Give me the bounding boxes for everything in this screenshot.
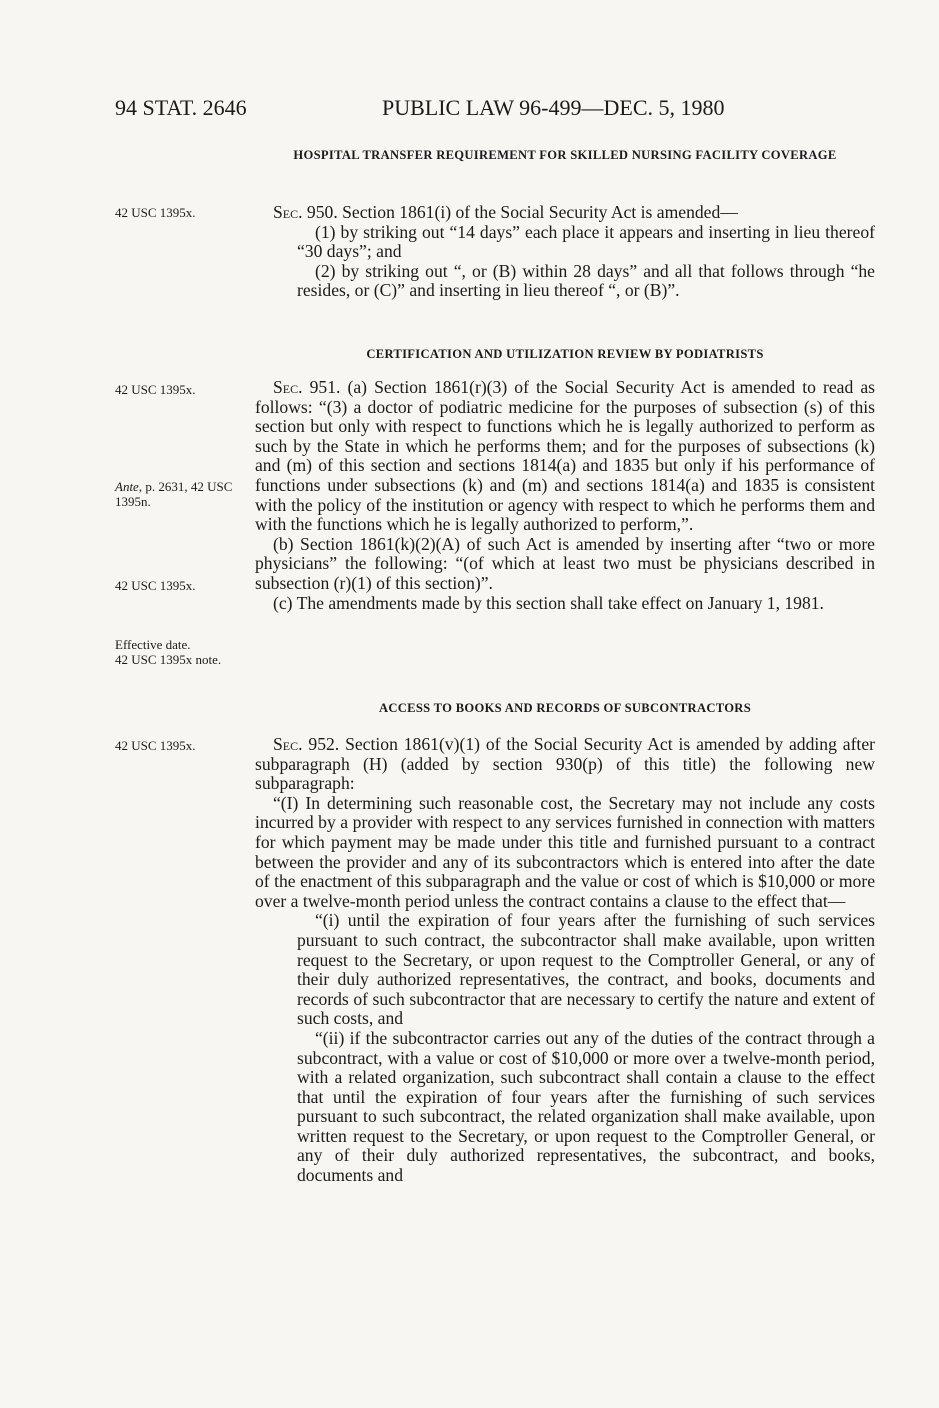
section-951-para-b: (b) Section 1861(k)(2)(A) of such Act is amended by inserting after “two or more physicians” the following: “(of which at least two must be physicians described in subsection (r)(1) of this section)”. <box>255 533 875 593</box>
clause-i: “(i) until the expiration of four years after the furnishing of such services pursuant to such contract, the subcontractor shall make available, upon written request to the Secretary, or upon request to the Comptroller General, or any of their duly authorized representatives, the contract, and books, documents and records of such subcontractor that are necessary to certify the nature and extent of such costs, and <box>297 910 875 1029</box>
margin-note-951-a: 42 USC 1395x. <box>115 382 196 397</box>
subparagraph-I: “(I) In determining such reasonable cost, the Secretary may not include any costs incurred by a provider with respect to any services furnished in connection with matters for which payment may be made under this title and furnished pursuant to a contract between the provider and any of its subcontractors which is entered into after the date of the enactment of this subparagraph and the value or cost of which is $10,000 or more over a twelve-month period unless the contract contains a clause to the effect that— <box>255 792 875 911</box>
running-header <box>115 95 875 125</box>
section-950-item-2: (2) by striking out “, or (B) within 28 days” and all that follows through “he resides, or (C)” and inserting in lieu thereof “, or (B)”. <box>297 260 875 301</box>
public-law-title: PUBLIC LAW 96-499—DEC. 5, 1980 <box>382 95 725 120</box>
section-952-heading: ACCESS TO BOOKS AND RECORDS OF SUBCONTRACTORS <box>378 701 752 715</box>
clause-list <box>255 911 875 1185</box>
section-950-body <box>255 203 875 301</box>
section-951-heading: CERTIFICATION AND UTILIZATION REVIEW BY PODIATRISTS <box>366 347 764 361</box>
margin-note-ante: Ante, p. 2631, 42 USC 1395n. <box>115 479 233 509</box>
clause-ii: “(ii) if the subcontractor carries out any of the duties of the contract through a subcontract, with a value or cost of $10,000 or more over a twelve-month period, with a related organization, such subcontract shall contain a clause to the effect that until the expiration of four years after the furnishing of such services pursuant to such subcontract, the related organization shall make available, upon written request to the Secretary, or upon request to the Comptroller General, or any of their duly authorized representatives, the subcontract, and books, documents and <box>297 1027 875 1186</box>
section-952-body <box>255 735 875 1186</box>
margin-note-950: 42 USC 1395x. <box>115 205 196 220</box>
section-951-para-a: Sec. 951. (a) Section 1861(r)(3) of the Social Security Act is amended to read as follows: “(3) a doctor of podiatric medicine for the purposes of subsection (s) of this section but only with respect to functions which he is legally authorized to perform as such by the State in which he performs them; and for the purposes of subsections (k) and (m) of this section and sections 1814(a) and 1835 but only if his performance of functions under subsections (k) and (m) and sections 1814(a) and 1835 is consistent with the policy of the institution or agency with respect to which he performs them and with the functions which he is legally authorized to perform,”. <box>255 377 875 535</box>
margin-note-effective-date: Effective date. 42 USC 1395x note. <box>115 637 222 667</box>
section-950-heading: HOSPITAL TRANSFER REQUIREMENT FOR SKILLED NURSING FACILITY COVERAGE <box>293 148 837 162</box>
statute-citation: 94 STAT. 2646 <box>115 95 247 120</box>
section-951-body <box>255 378 875 613</box>
margin-note-952: 42 USC 1395x. <box>115 738 196 753</box>
section-951-para-c: (c) The amendments made by this section shall take effect on January 1, 1981. <box>273 592 824 613</box>
section-950-item-1: (1) by striking out “14 days” each place it appears and inserting in lieu thereof “30 days”; and <box>297 221 875 262</box>
margin-note-951-b: 42 USC 1395x. <box>115 578 196 593</box>
section-952-lead: Sec. 952. Section 1861(v)(1) of the Social Security Act is amended by adding after subparagraph (H) (added by section 930(p) of this title) the following new subparagraph: <box>255 734 875 794</box>
section-950-lead: Sec. 950. Section 1861(i) of the Social Security Act is amended— <box>273 202 738 222</box>
